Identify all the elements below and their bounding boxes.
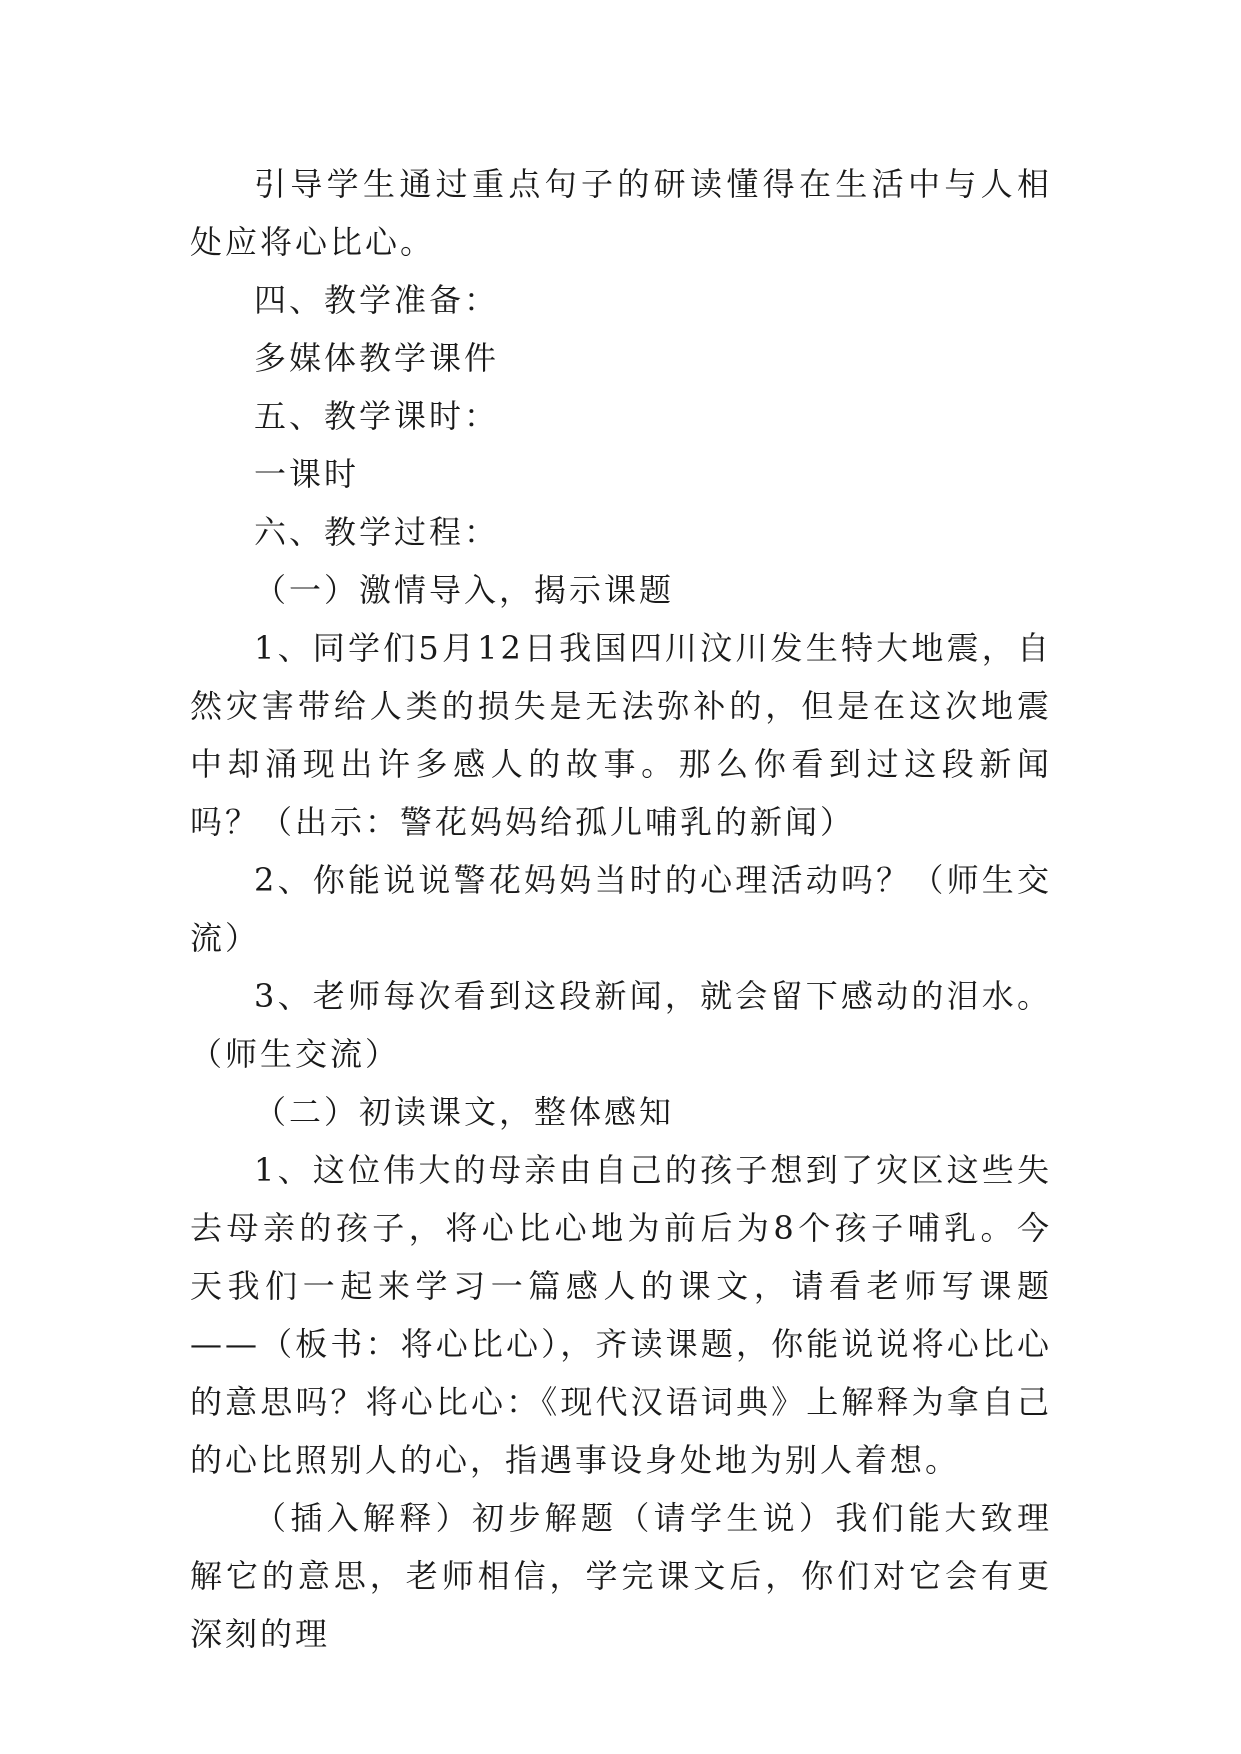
- paragraph-preparation-content: 多媒体教学课件: [254, 339, 500, 377]
- paragraph-intro-item-3: 3、老师每次看到这段新闻，就会留下感动的泪水。（师生交流）: [190, 977, 1052, 1073]
- paragraph-hours-content: 一课时: [254, 455, 360, 493]
- heading-teaching-preparation: 四、教学准备：: [254, 281, 500, 319]
- paragraph-goal: 引导学生通过重点句子的研读懂得在生活中与人相处应将心比心。: [190, 165, 1052, 261]
- paragraph-explanation: （插入解释）初步解题（请学生说）我们能大致理解它的意思，老师相信，学完课文后，你们对它会有更深刻的理: [190, 1499, 1052, 1653]
- paragraph-intro-item-1: 1、同学们5月12日我国四川汶川发生特大地震，自然灾害带给人类的损失是无法弥补的，但是在这次地震中却涌现出许多感人的故事。那么你看到过这段新闻吗？（出示：警花妈妈给孤儿哺乳的新闻）: [190, 629, 1052, 841]
- subheading-introduction: （一）激情导入，揭示课题: [254, 571, 675, 609]
- paragraph-intro-item-2: 2、你能说说警花妈妈当时的心理活动吗？（师生交流）: [190, 861, 1052, 957]
- subheading-first-reading: （二）初读课文，整体感知: [254, 1093, 675, 1131]
- heading-teaching-hours: 五、教学课时：: [254, 397, 500, 435]
- heading-teaching-process: 六、教学过程：: [254, 513, 500, 551]
- document-body: [190, 155, 1052, 1663]
- paragraph-reading-item-1: 1、这位伟大的母亲由自己的孩子想到了灾区这些失去母亲的孩子，将心比心地为前后为8个孩子哺乳。今天我们一起来学习一篇感人的课文，请看老师写课题——（板书：将心比心），齐读课题，你能说说将心比心的意思吗？将心比心：《现代汉语词典》上解释为拿自己的心比照别人的心，指遇事设身处地为别人着想。: [190, 1151, 1052, 1479]
